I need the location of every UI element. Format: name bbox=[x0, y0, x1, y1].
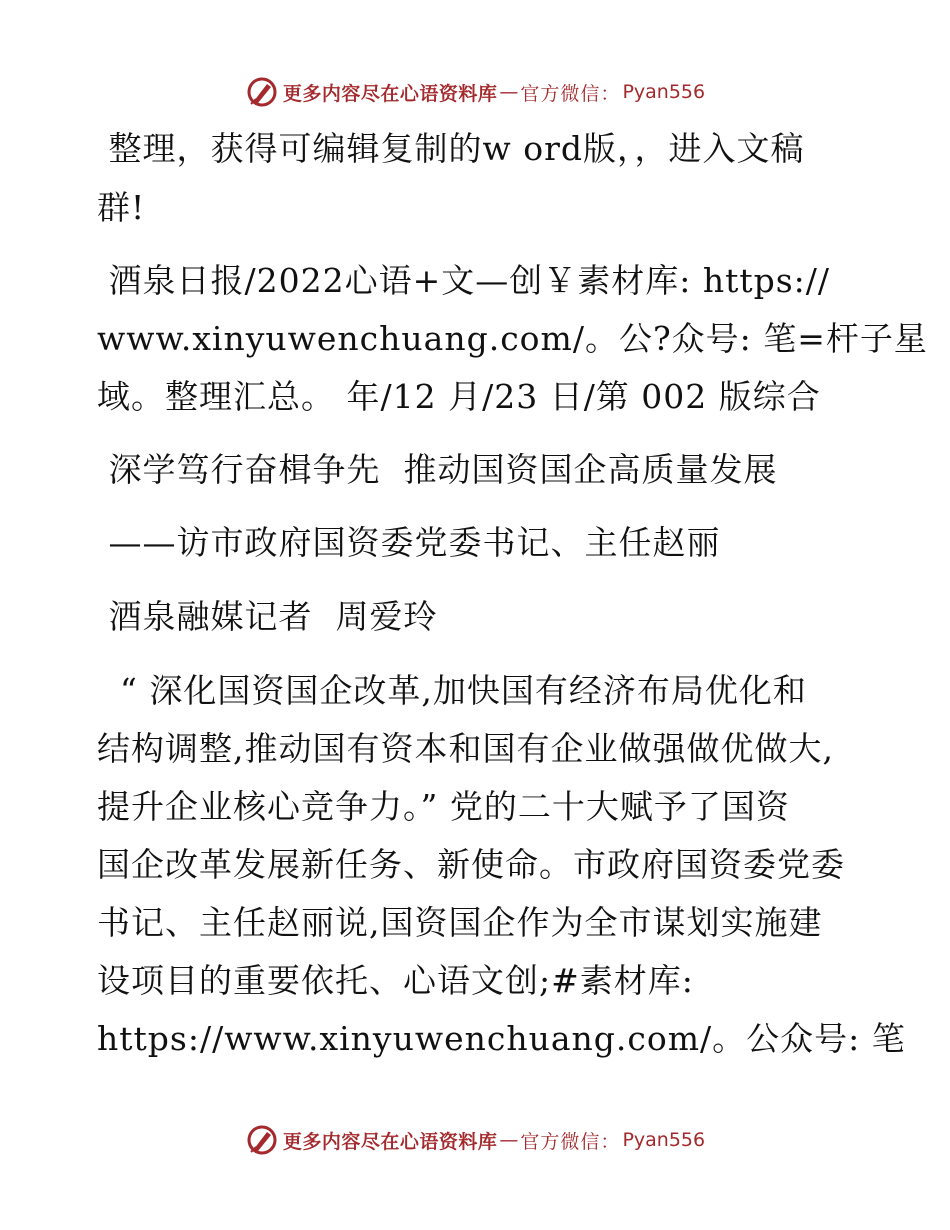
quill-logo-icon bbox=[245, 1123, 279, 1157]
watermark-title: 更多内容尽在心语资料库 bbox=[282, 82, 498, 105]
quill-logo-icon bbox=[245, 75, 279, 109]
article-byline: 酒泉融媒记者 周爱玲 bbox=[97, 597, 438, 636]
text-line: 提升企业核心竞争力。” 党的二十大赋予了国资 bbox=[97, 787, 790, 826]
article-headline: 深学笃行奋楫争先 推动国资国企高质量发展 bbox=[97, 450, 778, 489]
text-line: 整理，获得可编辑复制的w ord版，，进入文稿 bbox=[97, 129, 805, 168]
text-line: https://www.xinyuwenchuang.com/。公众号: 笔 bbox=[97, 1019, 906, 1058]
article-subheadline: ——访市政府国资委党委书记、主任赵丽 bbox=[97, 523, 721, 562]
text-line: 结构调整,推动国有资本和国有企业做强做优做大, bbox=[97, 729, 834, 768]
text-line: 设项目的重要依托、心语文创;#素材库: bbox=[97, 961, 694, 1000]
text-line: www.xinyuwenchuang.com/。公?众号: 笔=杆子星 bbox=[97, 319, 928, 358]
watermark-separator: — bbox=[499, 81, 519, 103]
text-line: 群! bbox=[97, 188, 146, 227]
footer-watermark bbox=[0, 1120, 950, 1160]
watermark-wechat-label: 官方微信： bbox=[520, 82, 621, 105]
text-line: 书记、主任赵丽说,国资国企作为全市谋划实施建 bbox=[97, 903, 823, 942]
text-line: 国企改革发展新任务、新使命。市政府国资委党委 bbox=[97, 845, 845, 884]
watermark-wechat-id: Pyan556 bbox=[622, 81, 706, 103]
watermark-wechat-label: 官方微信： bbox=[520, 1130, 621, 1153]
text-line: “ 深化国资国企改革,加快国有经济布局优化和 bbox=[97, 671, 807, 710]
text-line: 酒泉日报/2022心语+文—创￥素材库: https:// bbox=[97, 261, 831, 300]
text-line: 域。整理汇总。 年/12 月/23 日/第 002 版综合 bbox=[97, 377, 821, 416]
watermark-separator: — bbox=[499, 1129, 519, 1151]
watermark-wechat-id: Pyan556 bbox=[622, 1129, 706, 1151]
watermark-title: 更多内容尽在心语资料库 bbox=[282, 1130, 498, 1153]
header-watermark bbox=[0, 72, 950, 112]
